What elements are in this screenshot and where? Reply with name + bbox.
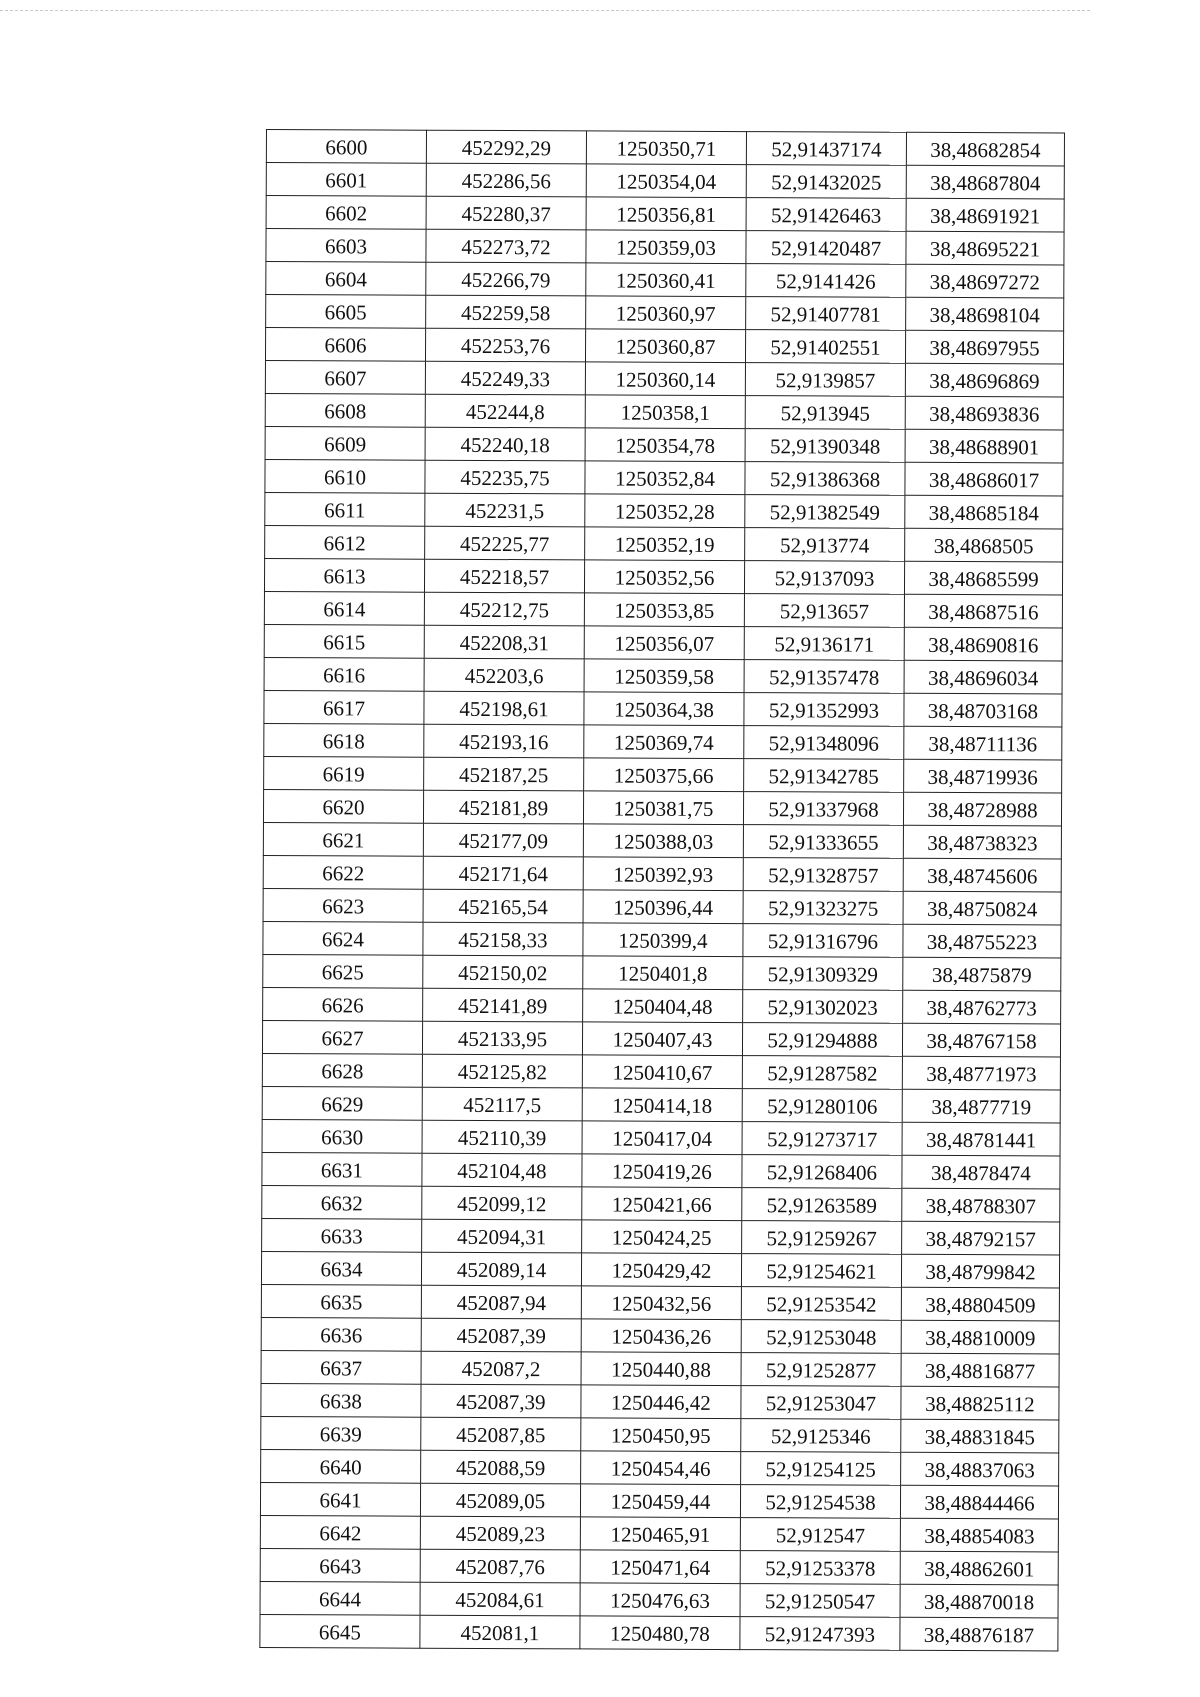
point-number-cell: 6644 (260, 1581, 420, 1615)
table-row (260, 1515, 1058, 1551)
latitude-cell: 52,91254125 (741, 1452, 901, 1486)
y-coordinate-cell: 1250459,44 (580, 1484, 740, 1518)
y-coordinate-cell: 1250410,67 (582, 1055, 742, 1089)
point-number-cell: 6603 (266, 229, 426, 263)
latitude-cell: 52,91328757 (743, 858, 903, 892)
latitude-cell: 52,91420487 (746, 231, 906, 265)
longitude-cell: 38,48837063 (901, 1452, 1059, 1486)
y-coordinate-cell: 1250381,75 (583, 791, 743, 825)
table-row (262, 1185, 1060, 1221)
coordinates-table-body (260, 130, 1065, 1651)
table-row (264, 624, 1062, 660)
point-number-cell: 6642 (260, 1515, 420, 1549)
y-coordinate-cell: 1250440,88 (581, 1352, 741, 1386)
x-coordinate-cell: 452187,25 (424, 757, 584, 791)
latitude-cell: 52,91247393 (740, 1617, 900, 1651)
point-number-cell: 6618 (264, 723, 424, 757)
y-coordinate-cell: 1250358,1 (585, 395, 745, 429)
x-coordinate-cell: 452266,79 (426, 262, 586, 296)
x-coordinate-cell: 452099,12 (422, 1186, 582, 1220)
table-row (266, 262, 1064, 298)
x-coordinate-cell: 452081,1 (420, 1615, 580, 1649)
table-row (265, 360, 1063, 396)
x-coordinate-cell: 452244,8 (425, 394, 585, 428)
latitude-cell: 52,91352993 (744, 693, 904, 727)
y-coordinate-cell: 1250401,8 (583, 956, 743, 990)
longitude-cell: 38,48682854 (906, 132, 1064, 166)
y-coordinate-cell: 1250417,04 (582, 1121, 742, 1155)
longitude-cell: 38,4875879 (903, 957, 1061, 991)
latitude-cell: 52,91253378 (740, 1551, 900, 1585)
y-coordinate-cell: 1250364,38 (584, 692, 744, 726)
table-row (261, 1284, 1059, 1320)
y-coordinate-cell: 1250471,64 (580, 1550, 740, 1584)
table-row (262, 1152, 1060, 1188)
y-coordinate-cell: 1250356,07 (584, 626, 744, 660)
table-row (265, 426, 1063, 462)
latitude-cell: 52,9136171 (744, 627, 904, 661)
point-number-cell: 6621 (263, 822, 423, 856)
longitude-cell: 38,48697955 (905, 330, 1063, 364)
x-coordinate-cell: 452292,29 (426, 130, 586, 164)
y-coordinate-cell: 1250446,42 (581, 1385, 741, 1419)
point-number-cell: 6607 (265, 360, 425, 394)
longitude-cell: 38,4878474 (902, 1155, 1060, 1189)
y-coordinate-cell: 1250360,87 (585, 329, 745, 363)
table-row (266, 229, 1064, 265)
point-number-cell: 6613 (264, 558, 424, 592)
table-row (263, 954, 1061, 990)
latitude-cell: 52,91263589 (742, 1188, 902, 1222)
point-number-cell: 6604 (266, 262, 426, 296)
table-row (260, 1614, 1058, 1650)
y-coordinate-cell: 1250419,26 (582, 1154, 742, 1188)
table-row (265, 459, 1063, 495)
x-coordinate-cell: 452225,77 (425, 526, 585, 560)
y-coordinate-cell: 1250359,58 (584, 659, 744, 693)
point-number-cell: 6626 (263, 987, 423, 1021)
longitude-cell: 38,48687516 (904, 594, 1062, 628)
scan-top-rule (0, 10, 1090, 11)
x-coordinate-cell: 452089,05 (420, 1483, 580, 1517)
longitude-cell: 38,48696869 (905, 363, 1063, 397)
y-coordinate-cell: 1250436,26 (581, 1319, 741, 1353)
latitude-cell: 52,913657 (744, 594, 904, 628)
x-coordinate-cell: 452203,6 (424, 658, 584, 692)
y-coordinate-cell: 1250404,48 (583, 989, 743, 1023)
x-coordinate-cell: 452212,75 (424, 592, 584, 626)
table-row (264, 591, 1062, 627)
coordinates-table (259, 129, 1065, 1651)
table-row (265, 492, 1063, 528)
longitude-cell: 38,4877719 (902, 1089, 1060, 1123)
longitude-cell: 38,4868505 (905, 528, 1063, 562)
latitude-cell: 52,912547 (740, 1518, 900, 1552)
longitude-cell: 38,48762773 (903, 990, 1061, 1024)
y-coordinate-cell: 1250352,28 (585, 494, 745, 528)
longitude-cell: 38,48844466 (900, 1485, 1058, 1519)
longitude-cell: 38,48693836 (905, 396, 1063, 430)
table-row (265, 393, 1063, 429)
longitude-cell: 38,48750824 (903, 891, 1061, 925)
y-coordinate-cell: 1250407,43 (582, 1022, 742, 1056)
point-number-cell: 6640 (261, 1449, 421, 1483)
latitude-cell: 52,91402551 (745, 330, 905, 364)
longitude-cell: 38,48870018 (900, 1584, 1058, 1618)
x-coordinate-cell: 452218,57 (424, 559, 584, 593)
longitude-cell: 38,48781441 (902, 1122, 1060, 1156)
table-row (263, 987, 1061, 1023)
latitude-cell: 52,91333655 (743, 825, 903, 859)
latitude-cell: 52,91287582 (742, 1056, 902, 1090)
point-number-cell: 6632 (262, 1185, 422, 1219)
table-row (261, 1317, 1059, 1353)
table-row (264, 690, 1062, 726)
y-coordinate-cell: 1250352,19 (585, 527, 745, 561)
x-coordinate-cell: 452158,33 (423, 922, 583, 956)
point-number-cell: 6634 (261, 1251, 421, 1285)
table-row (264, 558, 1062, 594)
table-row (263, 921, 1061, 957)
x-coordinate-cell: 452088,59 (421, 1450, 581, 1484)
latitude-cell: 52,9125346 (741, 1419, 901, 1453)
latitude-cell: 52,913945 (745, 396, 905, 430)
x-coordinate-cell: 452249,33 (425, 361, 585, 395)
latitude-cell: 52,91309329 (743, 957, 903, 991)
x-coordinate-cell: 452181,89 (423, 790, 583, 824)
latitude-cell: 52,91268406 (742, 1155, 902, 1189)
longitude-cell: 38,48696034 (904, 660, 1062, 694)
latitude-cell: 52,91254538 (740, 1485, 900, 1519)
table-row (266, 130, 1064, 166)
latitude-cell: 52,91254621 (741, 1254, 901, 1288)
y-coordinate-cell: 1250424,25 (582, 1220, 742, 1254)
y-coordinate-cell: 1250375,66 (584, 758, 744, 792)
latitude-cell: 52,91382549 (745, 495, 905, 529)
latitude-cell: 52,91253542 (741, 1287, 901, 1321)
latitude-cell: 52,91316796 (743, 924, 903, 958)
longitude-cell: 38,48691921 (906, 198, 1064, 232)
x-coordinate-cell: 452089,14 (421, 1252, 581, 1286)
x-coordinate-cell: 452286,56 (426, 163, 586, 197)
x-coordinate-cell: 452089,23 (420, 1516, 580, 1550)
point-number-cell: 6636 (261, 1317, 421, 1351)
longitude-cell: 38,48728988 (903, 792, 1061, 826)
latitude-cell: 52,91432025 (746, 165, 906, 199)
y-coordinate-cell: 1250480,78 (580, 1616, 740, 1650)
table-row (261, 1350, 1059, 1386)
table-row (266, 163, 1064, 199)
table-row (262, 1119, 1060, 1155)
y-coordinate-cell: 1250396,44 (583, 890, 743, 924)
table-row (262, 1053, 1060, 1089)
point-number-cell: 6630 (262, 1119, 422, 1153)
x-coordinate-cell: 452094,31 (422, 1219, 582, 1253)
table-row (261, 1383, 1059, 1419)
latitude-cell: 52,91253047 (741, 1386, 901, 1420)
y-coordinate-cell: 1250421,66 (582, 1187, 742, 1221)
point-number-cell: 6641 (260, 1482, 420, 1516)
latitude-cell: 52,9141426 (746, 264, 906, 298)
x-coordinate-cell: 452141,89 (423, 988, 583, 1022)
x-coordinate-cell: 452087,94 (421, 1285, 581, 1319)
x-coordinate-cell: 452125,82 (422, 1054, 582, 1088)
point-number-cell: 6601 (266, 163, 426, 197)
y-coordinate-cell: 1250354,04 (586, 164, 746, 198)
y-coordinate-cell: 1250465,91 (580, 1517, 740, 1551)
x-coordinate-cell: 452273,72 (426, 229, 586, 263)
point-number-cell: 6614 (264, 591, 424, 625)
point-number-cell: 6611 (265, 492, 425, 526)
y-coordinate-cell: 1250353,85 (584, 593, 744, 627)
longitude-cell: 38,48745606 (903, 858, 1061, 892)
point-number-cell: 6620 (263, 789, 423, 823)
x-coordinate-cell: 452240,18 (425, 427, 585, 461)
x-coordinate-cell: 452171,64 (423, 856, 583, 890)
latitude-cell: 52,91426463 (746, 198, 906, 232)
y-coordinate-cell: 1250350,71 (586, 131, 746, 165)
x-coordinate-cell: 452087,39 (421, 1318, 581, 1352)
x-coordinate-cell: 452198,61 (424, 691, 584, 725)
latitude-cell: 52,91252877 (741, 1353, 901, 1387)
point-number-cell: 6645 (260, 1614, 420, 1648)
longitude-cell: 38,48767158 (902, 1023, 1060, 1057)
point-number-cell: 6619 (264, 756, 424, 790)
table-row (264, 657, 1062, 693)
table-row (263, 855, 1061, 891)
point-number-cell: 6637 (261, 1350, 421, 1384)
point-number-cell: 6623 (263, 888, 423, 922)
x-coordinate-cell: 452087,2 (421, 1351, 581, 1385)
x-coordinate-cell: 452087,85 (421, 1417, 581, 1451)
point-number-cell: 6633 (262, 1218, 422, 1252)
latitude-cell: 52,91280106 (742, 1089, 902, 1123)
longitude-cell: 38,48792157 (902, 1221, 1060, 1255)
longitude-cell: 38,48719936 (904, 759, 1062, 793)
longitude-cell: 38,48755223 (903, 924, 1061, 958)
point-number-cell: 6602 (266, 196, 426, 230)
table-row (265, 525, 1063, 561)
x-coordinate-cell: 452104,48 (422, 1153, 582, 1187)
longitude-cell: 38,48703168 (904, 693, 1062, 727)
latitude-cell: 52,91407781 (746, 297, 906, 331)
point-number-cell: 6608 (265, 393, 425, 427)
latitude-cell: 52,91273717 (742, 1122, 902, 1156)
longitude-cell: 38,48804509 (901, 1287, 1059, 1321)
table-row (263, 789, 1061, 825)
longitude-cell: 38,48688901 (905, 429, 1063, 463)
point-number-cell: 6638 (261, 1383, 421, 1417)
x-coordinate-cell: 452117,5 (422, 1087, 582, 1121)
latitude-cell: 52,913774 (745, 528, 905, 562)
x-coordinate-cell: 452259,58 (426, 295, 586, 329)
table-row (263, 888, 1061, 924)
y-coordinate-cell: 1250352,84 (585, 461, 745, 495)
point-number-cell: 6605 (266, 295, 426, 329)
point-number-cell: 6615 (264, 624, 424, 658)
latitude-cell: 52,91323275 (743, 891, 903, 925)
point-number-cell: 6624 (263, 921, 423, 955)
longitude-cell: 38,48697272 (906, 264, 1064, 298)
point-number-cell: 6631 (262, 1152, 422, 1186)
point-number-cell: 6627 (262, 1020, 422, 1054)
point-number-cell: 6606 (265, 328, 425, 362)
table-row (265, 328, 1063, 364)
y-coordinate-cell: 1250429,42 (581, 1253, 741, 1287)
table-row (262, 1218, 1060, 1254)
y-coordinate-cell: 1250454,46 (581, 1451, 741, 1485)
longitude-cell: 38,48810009 (901, 1320, 1059, 1354)
table-row (263, 822, 1061, 858)
y-coordinate-cell: 1250399,4 (583, 923, 743, 957)
latitude-cell: 52,91357478 (744, 660, 904, 694)
latitude-cell: 52,91437174 (746, 132, 906, 166)
longitude-cell: 38,48799842 (901, 1254, 1059, 1288)
latitude-cell: 52,9139857 (745, 363, 905, 397)
point-number-cell: 6643 (260, 1548, 420, 1582)
point-number-cell: 6600 (266, 130, 426, 164)
latitude-cell: 52,91390348 (745, 429, 905, 463)
longitude-cell: 38,48876187 (900, 1617, 1058, 1651)
x-coordinate-cell: 452235,75 (425, 460, 585, 494)
y-coordinate-cell: 1250369,74 (584, 725, 744, 759)
y-coordinate-cell: 1250360,97 (586, 296, 746, 330)
longitude-cell: 38,48690816 (904, 627, 1062, 661)
point-number-cell: 6616 (264, 657, 424, 691)
x-coordinate-cell: 452193,16 (424, 724, 584, 758)
x-coordinate-cell: 452231,5 (425, 493, 585, 527)
x-coordinate-cell: 452084,61 (420, 1582, 580, 1616)
longitude-cell: 38,48685599 (904, 561, 1062, 595)
point-number-cell: 6609 (265, 426, 425, 460)
longitude-cell: 38,48788307 (902, 1188, 1060, 1222)
longitude-cell: 38,48854083 (900, 1518, 1058, 1552)
longitude-cell: 38,48831845 (901, 1419, 1059, 1453)
table-row (261, 1416, 1059, 1452)
x-coordinate-cell: 452087,39 (421, 1384, 581, 1418)
y-coordinate-cell: 1250356,81 (586, 197, 746, 231)
longitude-cell: 38,48685184 (905, 495, 1063, 529)
latitude-cell: 52,91342785 (744, 759, 904, 793)
x-coordinate-cell: 452087,76 (420, 1549, 580, 1583)
latitude-cell: 52,91253048 (741, 1320, 901, 1354)
longitude-cell: 38,48711136 (904, 726, 1062, 760)
point-number-cell: 6635 (261, 1284, 421, 1318)
table-row (260, 1482, 1058, 1518)
latitude-cell: 52,91348096 (744, 726, 904, 760)
table-row (266, 295, 1064, 331)
longitude-cell: 38,48771973 (902, 1056, 1060, 1090)
point-number-cell: 6628 (262, 1053, 422, 1087)
point-number-cell: 6639 (261, 1416, 421, 1450)
longitude-cell: 38,48738323 (903, 825, 1061, 859)
point-number-cell: 6610 (265, 459, 425, 493)
point-number-cell: 6617 (264, 690, 424, 724)
y-coordinate-cell: 1250476,63 (580, 1583, 740, 1617)
latitude-cell: 52,91250547 (740, 1584, 900, 1618)
table-row (264, 723, 1062, 759)
y-coordinate-cell: 1250392,93 (583, 857, 743, 891)
y-coordinate-cell: 1250360,41 (586, 263, 746, 297)
longitude-cell: 38,48686017 (905, 462, 1063, 496)
point-number-cell: 6629 (262, 1086, 422, 1120)
longitude-cell: 38,48698104 (906, 297, 1064, 331)
longitude-cell: 38,48862601 (900, 1551, 1058, 1585)
y-coordinate-cell: 1250352,56 (584, 560, 744, 594)
y-coordinate-cell: 1250388,03 (583, 824, 743, 858)
x-coordinate-cell: 452150,02 (423, 955, 583, 989)
latitude-cell: 52,91294888 (742, 1023, 902, 1057)
point-number-cell: 6622 (263, 855, 423, 889)
latitude-cell: 52,91302023 (743, 990, 903, 1024)
x-coordinate-cell: 452280,37 (426, 196, 586, 230)
x-coordinate-cell: 452253,76 (425, 328, 585, 362)
y-coordinate-cell: 1250450,95 (581, 1418, 741, 1452)
latitude-cell: 52,91386368 (745, 462, 905, 496)
x-coordinate-cell: 452133,95 (422, 1021, 582, 1055)
latitude-cell: 52,9137093 (744, 561, 904, 595)
table-row (260, 1548, 1058, 1584)
x-coordinate-cell: 452110,39 (422, 1120, 582, 1154)
y-coordinate-cell: 1250354,78 (585, 428, 745, 462)
y-coordinate-cell: 1250360,14 (585, 362, 745, 396)
latitude-cell: 52,91337968 (743, 792, 903, 826)
table-row (262, 1086, 1060, 1122)
y-coordinate-cell: 1250359,03 (586, 230, 746, 264)
y-coordinate-cell: 1250432,56 (581, 1286, 741, 1320)
longitude-cell: 38,48687804 (906, 165, 1064, 199)
table-row (261, 1251, 1059, 1287)
x-coordinate-cell: 452177,09 (423, 823, 583, 857)
point-number-cell: 6612 (265, 525, 425, 559)
table-row (260, 1581, 1058, 1617)
longitude-cell: 38,48816877 (901, 1353, 1059, 1387)
longitude-cell: 38,48695221 (906, 231, 1064, 265)
table-row (262, 1020, 1060, 1056)
point-number-cell: 6625 (263, 954, 423, 988)
latitude-cell: 52,91259267 (742, 1221, 902, 1255)
x-coordinate-cell: 452165,54 (423, 889, 583, 923)
longitude-cell: 38,48825112 (901, 1386, 1059, 1420)
table-row (261, 1449, 1059, 1485)
table-row (266, 196, 1064, 232)
table-row (264, 756, 1062, 792)
y-coordinate-cell: 1250414,18 (582, 1088, 742, 1122)
x-coordinate-cell: 452208,31 (424, 625, 584, 659)
